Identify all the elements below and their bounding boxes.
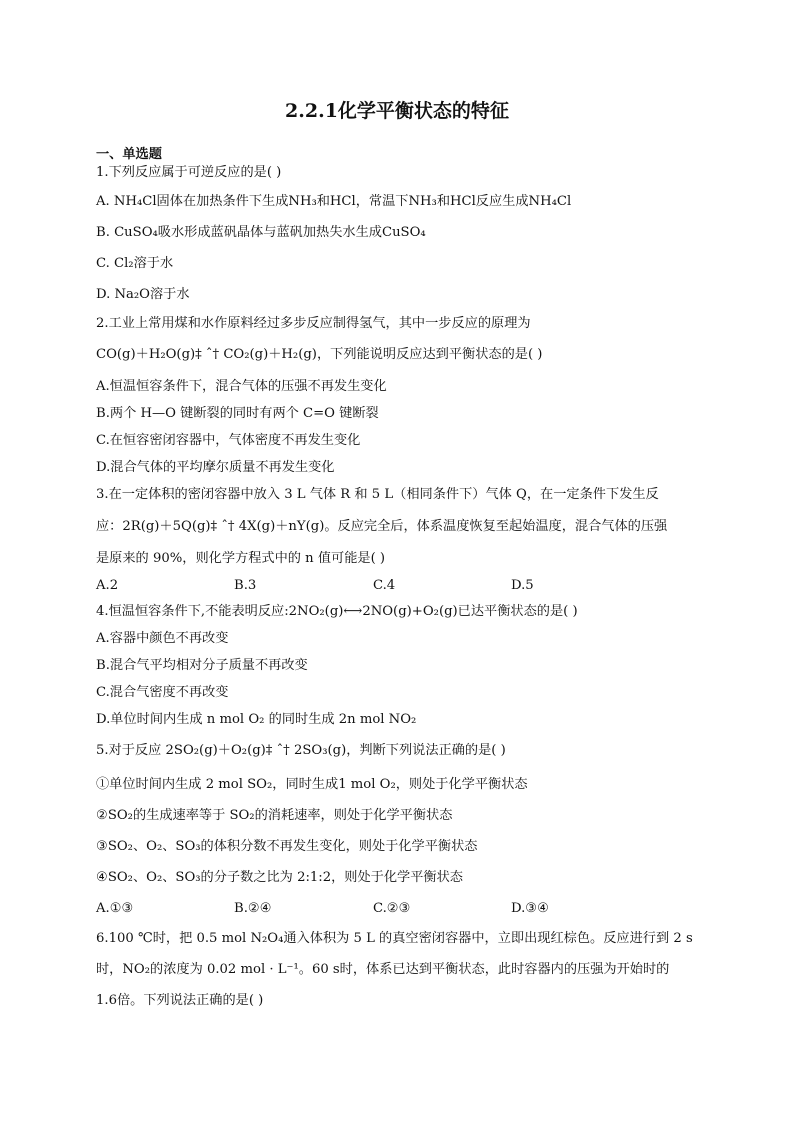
question-2-stem-line-1: 2.工业上常用煤和水作原料经过多步反应制得氢气，其中一步反应的原理为 [96, 316, 531, 331]
question-4-option-b: B.混合气平均相对分子质量不再改变 [96, 658, 308, 673]
question-6-stem-line-3: 1.6倍。下列说法正确的是( ) [96, 993, 264, 1008]
question-1-option-a: A. NH₄Cl固体在加热条件下生成NH₃和HCl，常温下NH₃和HCl反应生成NH₄Cl [96, 194, 572, 209]
page-title: 2.2.1化学平衡状态的特征 [285, 100, 509, 122]
question-1-option-d: D. Na₂O溶于水 [96, 287, 190, 302]
question-1-stem: 1.下列反应属于可逆反应的是( ) [96, 165, 282, 180]
question-6-stem-line-1: 6.100 ℃时，把 0.5 mol N₂O₄通入体积为 5 L 的真空密闭容器中，立即出现红棕色。反应进行到 2 s [96, 931, 693, 946]
question-4-option-d: D.单位时间内生成 n mol O₂ 的同时生成 2n mol NO₂ [96, 712, 417, 727]
question-3-option-c: C.4 [373, 578, 396, 593]
question-5-option-b: B.②④ [234, 901, 272, 916]
question-6-stem-line-2: 时，NO₂的浓度为 0.02 mol · L⁻¹。60 s时，体系已达到平衡状态，此时容器内的压强为开始时的 [96, 962, 670, 977]
question-5-option-a: A.①③ [96, 901, 134, 916]
question-5-options [96, 901, 696, 917]
question-1-option-b: B. CuSO₄吸水形成蓝矾晶体与蓝矾加热失水生成CuSO₄ [96, 225, 426, 240]
question-5-stem: 5.对于反应 2SO₂(g)＋O₂(g)‡ ˆ† 2SO₃(g)，判断下列说法正确的是( ) [96, 743, 506, 758]
question-3-stem-line-2: 应：2R(g)＋5Q(g)‡ ˆ† 4X(g)＋nY(g)。反应完全后，体系温度恢复至起始温度，混合气体的压强 [96, 519, 668, 534]
question-5-statement-4: ④SO₂、O₂、SO₃的分子数之比为 2:1:2，则处于化学平衡状态 [96, 870, 463, 885]
question-4-option-c: C.混合气密度不再改变 [96, 685, 229, 700]
section-heading: 一、单选题 [96, 147, 162, 162]
question-5-option-c: C.②③ [373, 901, 411, 916]
question-3-option-d: D.5 [511, 578, 534, 593]
question-5-statement-1: ①单位时间内生成 2 mol SO₂，同时生成1 mol O₂，则处于化学平衡状态 [96, 777, 528, 792]
question-5-statement-3: ③SO₂、O₂、SO₃的体积分数不再发生变化，则处于化学平衡状态 [96, 839, 478, 854]
question-2-option-a: A.恒温恒容条件下，混合气体的压强不再发生变化 [96, 379, 387, 394]
question-4-stem: 4.恒温恒容条件下,不能表明反应:2NO₂(g)⟷2NO(g)+O₂(g)已达平衡状态的是( ) [96, 604, 578, 619]
question-4-option-a: A.容器中颜色不再改变 [96, 631, 229, 646]
question-3-stem-line-3: 是原来的 90%，则化学方程式中的 n 值可能是( ) [96, 551, 386, 566]
question-2-option-b: B.两个 H—O 键断裂的同时有两个 C=O 键断裂 [96, 406, 379, 421]
question-2-stem-line-2: CO(g)＋H₂O(g)‡ ˆ† CO₂(g)＋H₂(g)，下列能说明反应达到平衡状态的是( ) [96, 347, 543, 362]
question-1-option-c: C. Cl₂溶于水 [96, 256, 174, 271]
question-3-options [96, 578, 696, 594]
question-5-option-d: D.③④ [511, 901, 549, 916]
question-3-option-a: A.2 [96, 578, 119, 593]
question-3-option-b: B.3 [234, 578, 257, 593]
question-3-stem-line-1: 3.在一定体积的密闭容器中放入 3 L 气体 R 和 5 L（相同条件下）气体 Q，在一定条件下发生反 [96, 487, 659, 502]
question-2-option-c: C.在恒容密闭容器中，气体密度不再发生变化 [96, 433, 361, 448]
question-2-option-d: D.混合气体的平均摩尔质量不再发生变化 [96, 460, 335, 475]
question-5-statement-2: ②SO₂的生成速率等于 SO₂的消耗速率，则处于化学平衡状态 [96, 808, 453, 823]
